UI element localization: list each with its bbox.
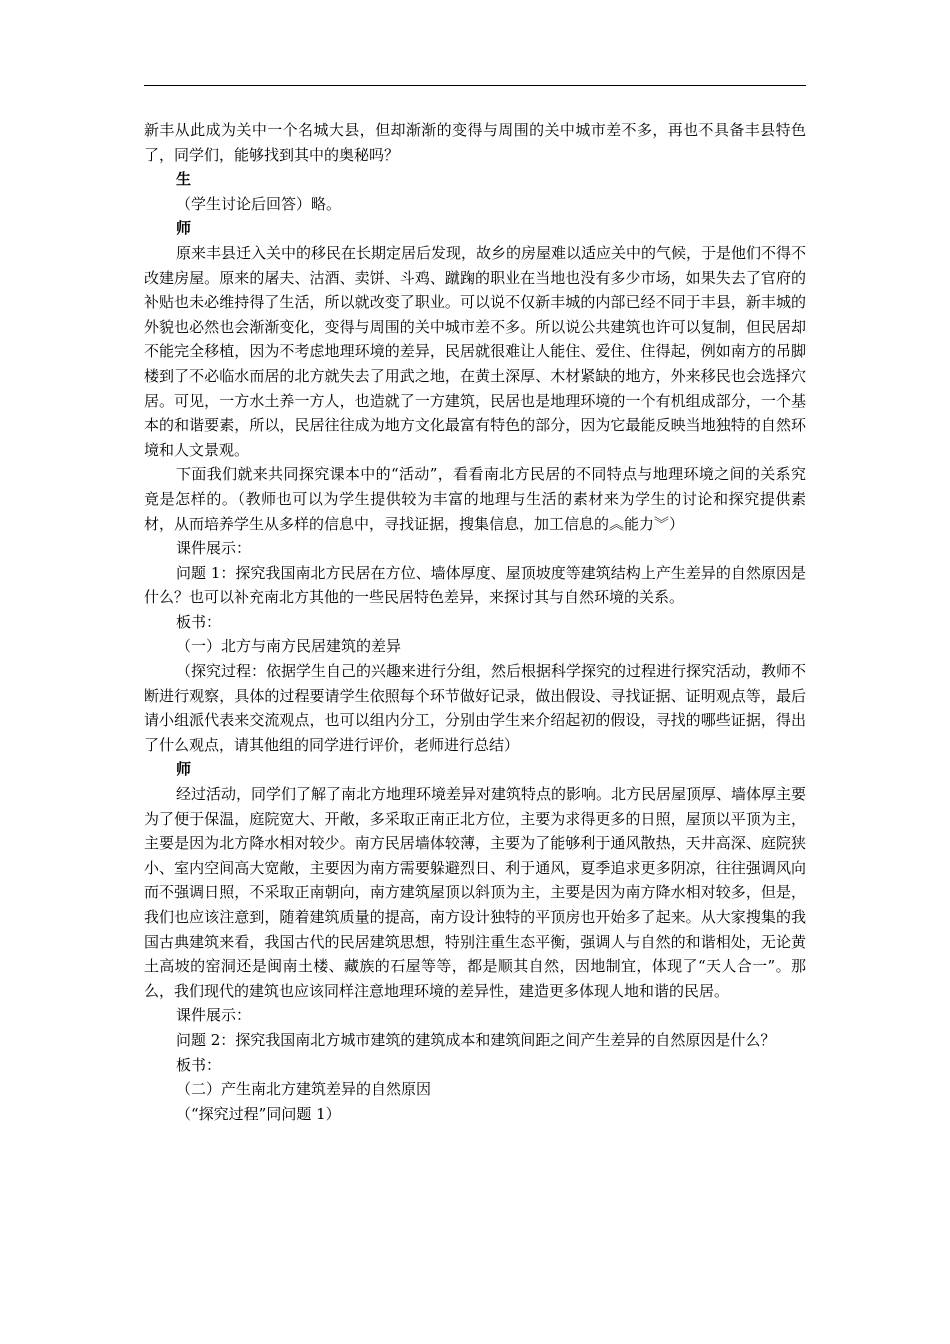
body-paragraph: 板书： [176,1055,222,1074]
body-paragraph: （一）北方与南方民居建筑的差异 [176,637,402,656]
header-rule [144,85,806,86]
speaker-label: 师 [176,760,192,779]
body-paragraph: 板书： [176,612,222,631]
body-paragraph: 课件展示： [176,539,252,558]
body-paragraph: 经过活动，同学们了解了南北方地理环境差异对建筑特点的影响。北方民居屋顶厚、墙体厚主要为了便于保温，庭院宽大、开敞，多采取正南正北方位，主要为求得更多的日照，屋顶以平顶为主，主要是因为北方降水相对较少。南方民居墙体较薄，主要为了能够利于通风散热，天井高深、庭院狭小、室内空间高大宽敞，主要因为南方需要躲避烈日、利于通风，夏季追求更多阴凉，往往强调风向而不强调日照，不采取正南朝向，南方建筑屋顶以斜顶为主，主要是因为南方降水相对较多，但是，我们也应该注意到，随着建筑质量的提高，南方设计独特的平顶房也开始多了起来。从大家搜集的我国古典建筑来看，我国古代的民居建筑思想，特别注重生态平衡，强调人与自然的和谐相处，无论黄土高坡的窑洞还是闽南土楼、藏族的石屋等等，都是顺其自然，因地制宜，体现了“天人合一”。那么，我们现代的建筑也应该同样注意地理环境的差异性，建造更多体现人地和谐的民居。 [144,785,807,1000]
body-paragraph: 课件展示： [176,1006,252,1025]
body-paragraph: 问题 1：探究我国南北方民居在方位、墙体厚度、屋顶坡度等建筑结构上产生差异的自然原因是什么？也可以补充南北方其他的一些民居特色差异，来探讨其与自然环境的关系。 [144,563,806,607]
body-paragraph: 原来丰县迁入关中的移民在长期定居后发现，故乡的房屋难以适应关中的气候，于是他们不得不改建房屋。原来的屠夫、沽酒、卖饼、斗鸡、蹴踘的职业在当地也没有多少市场，如果失去了官府的补贴也未必维持得了生活，所以就改变了职业。可以说不仅新丰城的内部已经不同于丰县，新丰城的外貌也必然也会渐渐变化，变得与周围的关中城市差不多。所以说公共建筑也许可以复制，但民居却不能完全移植，因为不考虑地理环境的差异，民居就很难让人能住、爱住、住得起，例如南方的吊脚楼到了不必临水而居的北方就失去了用武之地，在黄土深厚、木材紧缺的地方，外来移民也会选择穴居。可见，一方水土养一方人，也造就了一方建筑，民居也是地理环境的一个有机组成部分，一个基本的和谐要素，所以，民居往往成为地方文化最富有特色的部分，因为它最能反映当地独特的自然环境和人文景观。 [144,243,807,459]
body-paragraph: （二）产生南北方建筑差异的自然原因 [176,1080,432,1099]
body-paragraph: （学生讨论后回答）略。 [176,194,342,213]
body-paragraph: （“探究过程”同问题 1） [176,1104,341,1123]
document-body [144,118,806,1126]
body-paragraph: 问题 2：探究我国南北方城市建筑的建筑成本和建筑间距之间产生差异的自然原因是什么？ [176,1030,776,1049]
speaker-label: 生 [176,170,192,189]
body-paragraph: （探究过程：依据学生自己的兴趣来进行分组，然后根据科学探究的过程进行探究活动，教师不断进行观察，具体的过程要请学生依照每个环节做好记录，做出假设、寻找证据、证明观点等，最后请小组派代表来交流观点，也可以组内分工，分别由学生来介绍起初的假设，寻找的哪些证据，得出了什么观点，请其他组的同学进行评价，老师进行总结） [144,662,807,754]
speaker-label: 师 [176,219,192,238]
body-paragraph: 下面我们就来共同探究课本中的“活动”，看看南北方民居的不同特点与地理环境之间的关系究竟是怎样的。（教师也可以为学生提供较为丰富的地理与生活的素材来为学生的讨论和探究提供素材，从而培养学生从多样的信息中，寻找证据，搜集信息，加工信息的︽能力︾） [144,465,806,533]
body-paragraph: 新丰从此成为关中一个名城大县，但却渐渐的变得与周围的关中城市差不多，再也不具备丰县特色了，同学们，能够找到其中的奥秘吗？ [144,121,806,164]
